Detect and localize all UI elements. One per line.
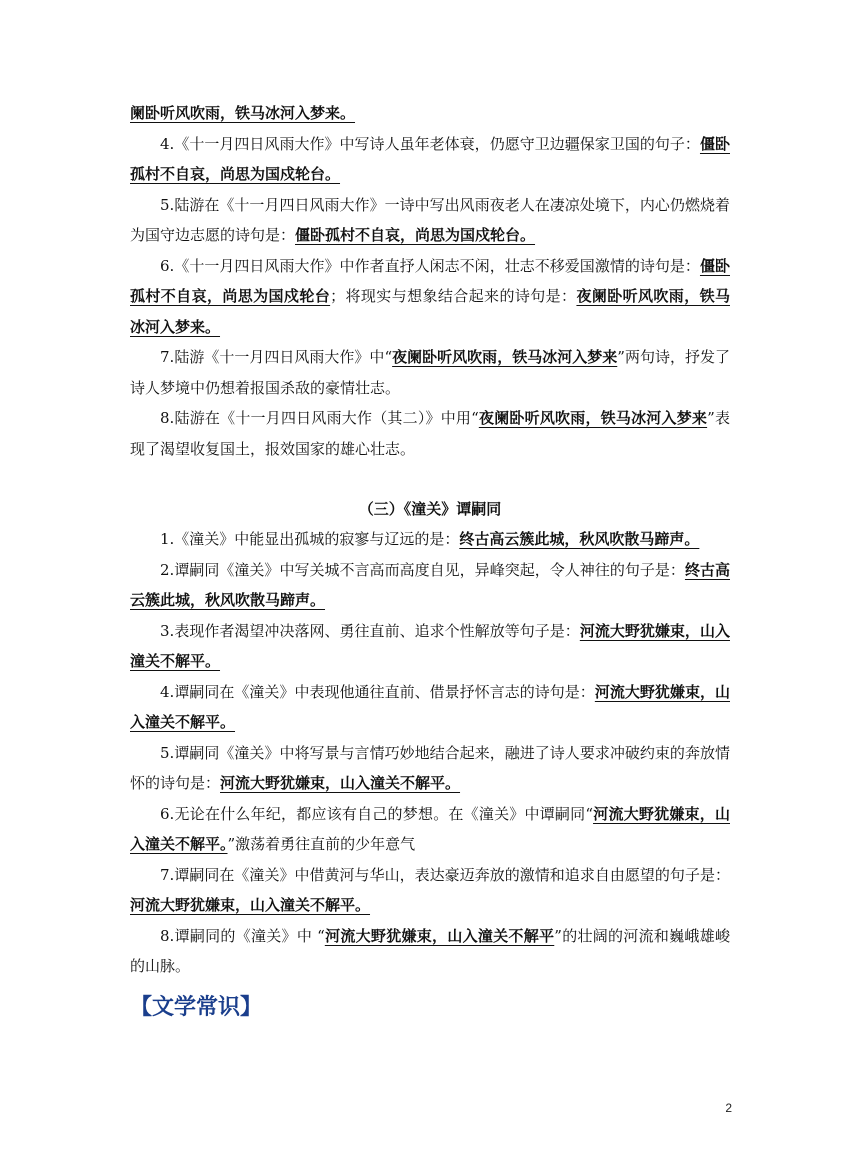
question-text: 7.谭嗣同在《潼关》中借黄河与华山，表达豪迈奔放的激情和追求自由愿望的句子是： — [160, 865, 730, 884]
literature-knowledge-heading: 【文学常识】 — [130, 994, 263, 1020]
question-paragraph — [130, 799, 730, 860]
question-paragraph — [130, 129, 730, 190]
question-text: 1.《潼关》中能显出孤城的寂寥与辽远的是： — [160, 530, 460, 548]
lu-you-questions — [130, 98, 730, 464]
question-text: 5.谭嗣同《潼关》中将写景与言情巧妙地结合起来，融进了诗人要求冲破约束的奔放情怀的诗句是： — [130, 743, 730, 792]
question-paragraph — [130, 921, 730, 982]
answer-text: 河流大野犹嫌束，山入潼关不解平。 — [130, 682, 730, 731]
answer-text: 河流大野犹嫌束，山入潼关不解平。 — [130, 804, 730, 853]
question-paragraph — [130, 251, 730, 343]
page-number: 2 — [725, 1101, 732, 1115]
question-text: 2.谭嗣同《潼关》中写关城不言高而高度自见，异峰突起，令人神往的句子是： — [160, 560, 685, 579]
page-content — [130, 98, 730, 1026]
question-text: ”两句诗，抒发了诗人梦境中仍想着报国杀敌的豪情壮志。 — [130, 348, 730, 397]
question-text: 7.陆游《十一月四日风雨大作》中“ — [160, 348, 393, 366]
question-text: 6.无论在什么年纪，都应该有自己的梦想。在《潼关》中谭嗣同“ — [160, 804, 594, 823]
question-paragraph — [130, 616, 730, 677]
question-paragraph — [130, 555, 730, 616]
question-text: 8.陆游在《十一月四日风雨大作（其二）》中用“ — [160, 409, 479, 427]
question-text: ”的壮阔的河流和巍峨雄峻的山脉。 — [130, 926, 730, 975]
answer-text: 河流大野犹嫌束，山入潼关不解平。 — [130, 621, 730, 670]
answer-text: 河流大野犹嫌束，山入潼关不解平 — [324, 926, 555, 945]
answer-text: 僵卧孤村不自哀，尚思为国戍轮台。 — [130, 134, 730, 183]
answer-text: 河流大野犹嫌束，山入潼关不解平。 — [220, 774, 461, 792]
question-text: ”激荡着勇往直前的少年意气 — [227, 835, 416, 853]
answer-text: 夜阑卧听风吹雨，铁马冰河入梦来。 — [130, 287, 730, 336]
question-paragraph — [130, 860, 730, 921]
answer-text: 阑卧听风吹雨，铁马冰河入梦来。 — [130, 104, 356, 122]
question-paragraph — [130, 738, 730, 799]
question-text: 5.陆游在《十一月四日风雨大作》一诗中写出风雨夜老人在凄凉处境下，内心仍燃烧着为国守边志愿的诗句是： — [130, 195, 730, 244]
answer-text: 僵卧孤村不自哀，尚思为国戍轮台 — [130, 256, 730, 305]
answer-text: 终古高云簇此城，秋风吹散马蹄声。 — [459, 530, 700, 548]
question-paragraph — [130, 342, 730, 403]
answer-text: 僵卧孤村不自哀，尚思为国戍轮台。 — [295, 226, 536, 244]
question-text: 4.《十一月四日风雨大作》中写诗人虽年老体衰，仍愿守卫边疆保家卫国的句子： — [160, 134, 700, 153]
question-paragraph — [130, 98, 730, 129]
question-text: 6.《十一月四日风雨大作》中作者直抒人闲志不闲，壮志不移爱国激情的诗句是： — [160, 256, 700, 275]
question-paragraph — [130, 677, 730, 738]
question-text: ”表现了渴望收复国土，报效国家的雄心壮志。 — [130, 409, 730, 458]
tongguan-questions — [130, 524, 730, 982]
question-paragraph — [130, 524, 730, 555]
answer-text: 河流大野犹嫌束，山入潼关不解平。 — [130, 896, 371, 914]
question-text: 3.表现作者渴望冲决落网、勇往直前、追求个性解放等句子是： — [160, 621, 580, 640]
answer-text: 夜阑卧听风吹雨，铁马冰河入梦来 — [392, 348, 618, 366]
answer-text: 终古高云簇此城，秋风吹散马蹄声。 — [130, 560, 730, 609]
question-text: 4.谭嗣同在《潼关》中表现他通往直前、借景抒怀言志的诗句是： — [160, 682, 595, 701]
question-paragraph — [130, 403, 730, 464]
question-text: ；将现实与想象结合起来的诗句是： — [330, 287, 577, 305]
question-paragraph — [130, 190, 730, 251]
section-title: （三）《潼关》谭嗣同 — [358, 500, 502, 518]
question-text: 8.谭嗣同的《潼关》中 “ — [160, 926, 325, 945]
answer-text: 夜阑卧听风吹雨，铁马冰河入梦来 — [478, 409, 708, 427]
